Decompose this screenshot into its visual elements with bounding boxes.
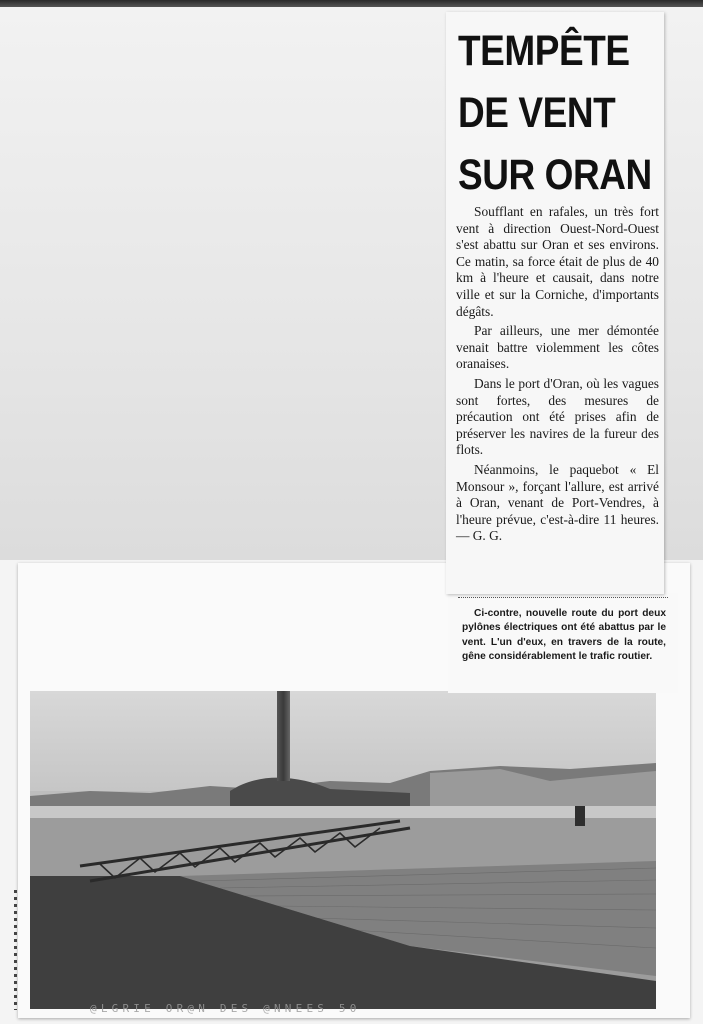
top-edge-rule [0,0,703,7]
photo-caption-box [448,593,678,693]
article-body [456,204,659,548]
headline-line-3: SUR ORAN [458,151,652,199]
headline-line-2: DE VENT [458,89,616,137]
article-clipping [446,12,664,594]
headline-line-1: TEMPÊTE [458,27,630,75]
photo-hillside [30,751,656,811]
photo-clipping [18,563,690,1018]
photo-chimney [277,691,290,781]
article-paragraph: Par ailleurs, une mer démontée venait battre violemment les côtes oranaises. [456,323,659,372]
perforated-edge [14,890,17,1010]
caption-text: Ci-contre, nouvelle route du port deux pylônes électriques ont été abattus par le vent. L'un d'eux, en travers de la route, gêne considérablement le trafic routier. [462,608,666,662]
article-paragraph: Soufflant en rafales, un très fort vent à direction Ouest-Nord-Ouest s'est abattu sur Oran et ses environs. Ce matin, sa force était de plus de 40 km à l'heure et causait, dans notre ville et sur la Corniche, d'importants dégâts. [456,204,659,319]
article-headline [458,20,652,206]
watermark-text: @LGRIE OR@N DES @NNEES 50 [90,1002,361,1015]
photo-road [30,806,656,1009]
photo-caption [462,607,666,664]
article-paragraph: Dans le port d'Oran, où les vagues sont fortes, des mesures de précaution ont été prises afin de préserver les navires de la fureur des flots. [456,375,659,458]
article-paragraph: Néanmoins, le paquebot « El Monsour », forçant l'allure, est arrivé à Oran, venant de Port-Vendres, à l'heure prévue, c'est-à-dire 11 heures. — G. G. [456,461,659,544]
caption-divider [458,597,668,599]
storm-damage-photo [30,691,656,1009]
